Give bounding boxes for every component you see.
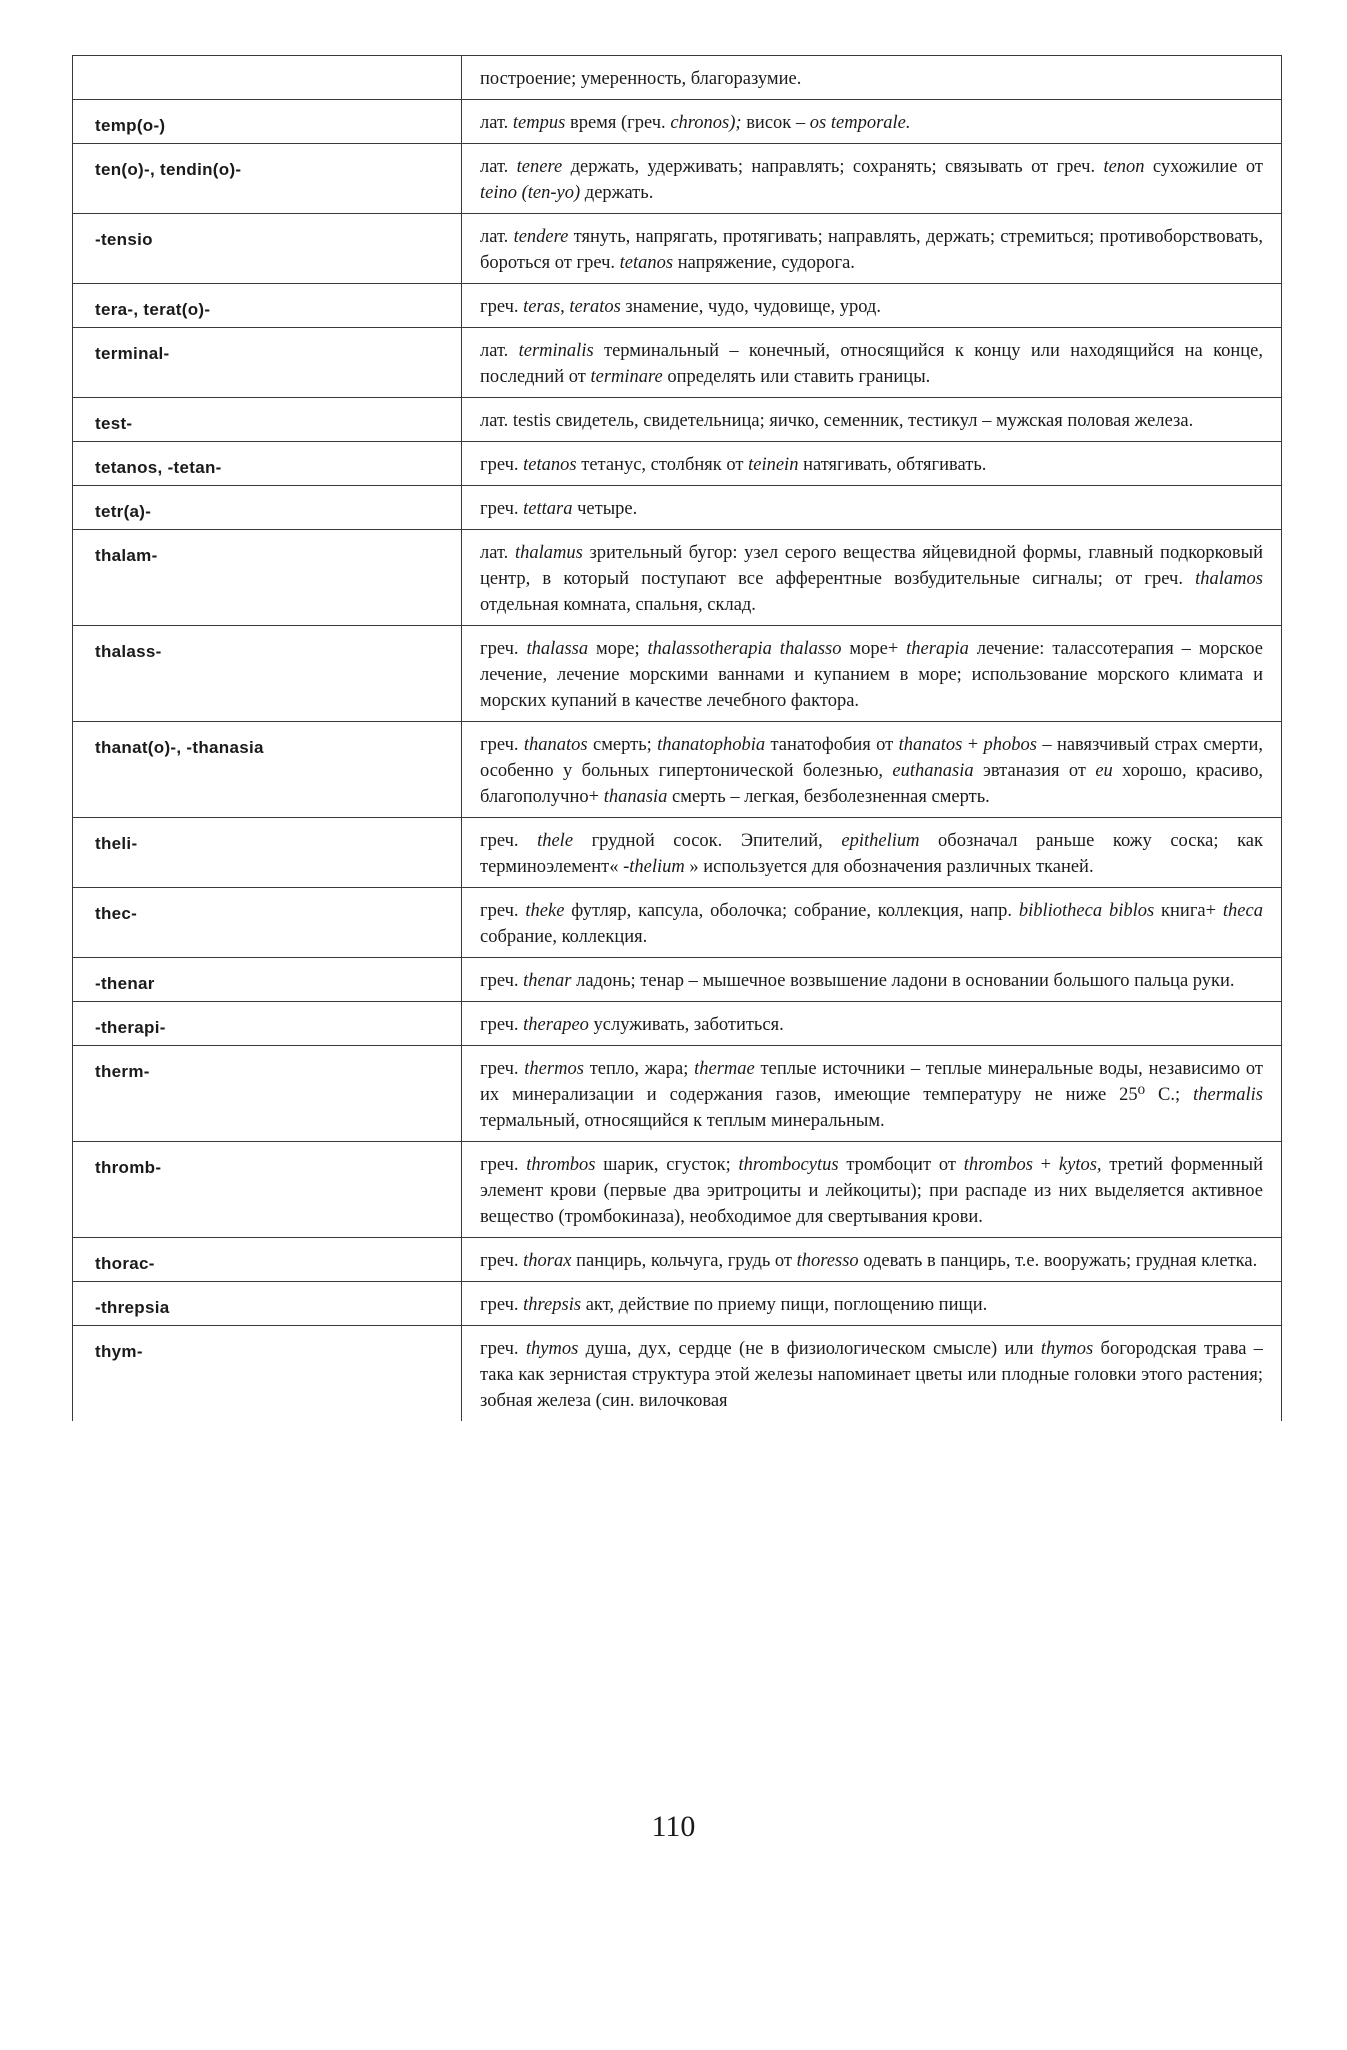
definition-cell (462, 284, 1282, 328)
definition-text: натягивать, обтягивать. (798, 455, 987, 475)
definition-clip (480, 1336, 1263, 1414)
definition-term-italic: teras, teratos (523, 297, 621, 317)
definition-term-italic: thymos (525, 1339, 579, 1359)
definition-term-italic: theke (525, 901, 565, 921)
definition-text: + (1032, 1155, 1059, 1175)
table-row (73, 100, 1282, 144)
definition-term-italic: tetanos (523, 455, 577, 475)
definition-text: греч. (480, 297, 524, 317)
definition-term-italic: thrombocytus (738, 1155, 839, 1175)
definition-term-italic: thermalis (1193, 1085, 1263, 1105)
definition-text: греч. (480, 639, 527, 659)
definition-term-italic: thrombos (526, 1155, 596, 1175)
definition-text: держать, удерживать; направлять; сохранять; связывать от греч. (562, 157, 1104, 177)
definition-text: лат. testis свидетель, свидетельница; яичко, семенник, тестикул – мужская половая железа. (480, 411, 1194, 431)
definition-term-italic: tetanos (619, 253, 674, 273)
definition-term-italic: terminare (590, 367, 663, 387)
table-row (73, 1238, 1282, 1282)
definition-term-italic: chronos); (670, 113, 742, 133)
definition-text: обозначал раньше кожу соска; как терминоэлемент« (480, 831, 1263, 877)
definition-term-italic: thalassa (526, 639, 589, 659)
definition-text: построение; умеренность, благоразумие. (480, 69, 802, 89)
table-row (73, 56, 1282, 100)
definition-text: лат. (480, 227, 514, 247)
definition-term-italic: thermae (694, 1059, 755, 1079)
table-row (73, 1046, 1282, 1142)
term-cell: thanat(o)-, -thanasia (73, 722, 462, 818)
definition-text: акт, действие по приему пищи, поглощению пищи. (581, 1295, 988, 1315)
table-row (73, 214, 1282, 284)
definition-text: одевать в панцирь, т.е. вооружать; грудная клетка. (858, 1251, 1258, 1271)
table-row (73, 530, 1282, 626)
definition-term-italic: teino (ten-yo) (480, 183, 581, 203)
term-cell: test- (73, 398, 462, 442)
definition-cell (462, 1238, 1282, 1282)
definition-text: знамение, чудо, чудовище, урод. (620, 297, 881, 317)
definition-text: четыре. (572, 499, 638, 519)
definition-text: тетанус, столбняк от (576, 455, 749, 475)
definition-text: грудной сосок. Эпителий, (573, 831, 842, 851)
term-cell: tetanos, -tetan- (73, 442, 462, 486)
definition-text: греч. (480, 1155, 527, 1175)
definition-text: шарик, сгусток; (595, 1155, 739, 1175)
table-row (73, 442, 1282, 486)
definition-term-italic: therapeo (523, 1015, 589, 1035)
term-cell: tetr(a)- (73, 486, 462, 530)
definition-text: зрительный бугор: узел серого вещества яйцевидной формы, главный подкорковый центр, в который поступают все афферентные возбудительные сигналы; от греч. (480, 543, 1263, 589)
definition-text: смерть – легкая, безболезненная смерть. (667, 787, 990, 807)
table-row (73, 818, 1282, 888)
definition-term-italic: thorax (523, 1251, 572, 1271)
term-cell: thorac- (73, 1238, 462, 1282)
definition-text: книга+ (1154, 901, 1223, 921)
term-cell: -threpsia (73, 1282, 462, 1326)
term-cell: ten(o)-, tendin(o)- (73, 144, 462, 214)
definition-text: греч. (480, 1339, 526, 1359)
definition-text: третий форменный элемент крови (первые два эритроциты и лейкоциты); при распаде из них выделяется активное вещество (тромбокиназа), необходимое для свертывания крови. (480, 1155, 1263, 1227)
term-cell: thalam- (73, 530, 462, 626)
term-cell: -therapi- (73, 1002, 462, 1046)
definition-term-italic: thalassotherapia thalasso (647, 639, 842, 659)
definition-term-italic: tenon (1103, 157, 1145, 177)
definition-term-italic: tempus (512, 113, 566, 133)
definition-text: футляр, капсула, оболочка; собрание, коллекция, напр. (564, 901, 1019, 921)
definition-cell (462, 1326, 1282, 1422)
definition-text: напряжение, судорога. (673, 253, 855, 273)
definition-cell (462, 144, 1282, 214)
table-row (73, 958, 1282, 1002)
table-row (73, 722, 1282, 818)
definition-text: лат. (480, 341, 519, 361)
definition-term-italic: thanatos (898, 735, 963, 755)
table-row (73, 626, 1282, 722)
definition-text: сухожилие от (1144, 157, 1263, 177)
definition-text: эвтаназия от (973, 761, 1096, 781)
definition-term-italic: thymos (1040, 1339, 1094, 1359)
definition-text: греч. (480, 1295, 524, 1315)
term-cell: thromb- (73, 1142, 462, 1238)
definition-text: лат. (480, 113, 513, 133)
definition-text: греч. (480, 499, 524, 519)
table-row (73, 1142, 1282, 1238)
term-cell: therm- (73, 1046, 462, 1142)
definition-text: » используется для обозначения различных тканей. (684, 857, 1094, 877)
definition-term-italic: thanatos (523, 735, 588, 755)
term-cell: thalass- (73, 626, 462, 722)
page-number: 110 (651, 1810, 696, 1843)
definition-text: богородская трава – така как зернистая структура этой железы напоминает цветы или плодные головки этого растения; зобная железа (син. вилочковая (480, 1339, 1263, 1411)
definition-cell (462, 722, 1282, 818)
definition-text: греч. (480, 1251, 524, 1271)
table-row (73, 284, 1282, 328)
definition-text: висок – (741, 113, 810, 133)
definition-cell (462, 486, 1282, 530)
definition-text: море+ (841, 639, 907, 659)
definition-cell (462, 818, 1282, 888)
definition-term-italic: tettara (523, 499, 573, 519)
definition-term-italic: thanatophobia (657, 735, 766, 755)
definition-text: греч. (480, 1059, 525, 1079)
definition-text: термальный, относящийся к теплым минеральным. (480, 1111, 885, 1131)
table-row (73, 398, 1282, 442)
definition-text: хорошо, красиво, благополучно+ (480, 761, 1263, 807)
definition-cell (462, 328, 1282, 398)
definition-text: + (962, 735, 984, 755)
term-cell: -thenar (73, 958, 462, 1002)
definition-text: держать. (580, 183, 654, 203)
definition-term-italic: terminalis (518, 341, 594, 361)
table-row (73, 888, 1282, 958)
definition-text: теплые источники – теплые минеральные воды, независимо от их минерализации и содержания газов, имеющие температуру не ниже 25⁰ С.; (480, 1059, 1263, 1105)
table-row (73, 1282, 1282, 1326)
table-row (73, 144, 1282, 214)
definition-term-italic: epithelium (841, 831, 920, 851)
definition-term-italic: bibliotheca biblos (1018, 901, 1155, 921)
definition-text: ладонь; тенар – мышечное возвышение ладони в основании большого пальца руки. (571, 971, 1235, 991)
definition-text: лат. (480, 543, 515, 563)
definition-term-italic: teinein (748, 455, 799, 475)
definition-cell (462, 1142, 1282, 1238)
definition-text: лечение: талассотерапия – морское лечение, лечение морскими ваннами и купанием в море; использование морского климата и морских купаний в качестве лечебного фактора. (480, 639, 1263, 711)
table-row (73, 1326, 1282, 1422)
definition-cell (462, 56, 1282, 100)
definition-term-italic: thoresso (796, 1251, 859, 1271)
definition-term-italic: tenere (516, 157, 563, 177)
definition-text: смерть; (587, 735, 658, 755)
definition-text: тромбоцит от (838, 1155, 964, 1175)
definition-text: лат. (480, 157, 517, 177)
term-cell: terminal- (73, 328, 462, 398)
table-row (73, 486, 1282, 530)
definition-term-italic: therapia (906, 639, 969, 659)
definition-cell (462, 1002, 1282, 1046)
definition-text: – навязчивый страх смерти, особенно у больных гипертонической болезнью, (480, 735, 1263, 781)
definition-term-italic: eu (1095, 761, 1113, 781)
definition-term-italic: theca (1222, 901, 1263, 921)
definition-cell (462, 1282, 1282, 1326)
definition-text: панцирь, кольчуга, грудь от (571, 1251, 797, 1271)
definition-term-italic: thalamus (514, 543, 583, 563)
definition-term-italic: thenar (523, 971, 572, 991)
definition-text: душа, дух, сердце (не в физиологическом смысле) или (578, 1339, 1041, 1359)
definition-text: танатофобия от (765, 735, 899, 755)
definition-cell (462, 442, 1282, 486)
definition-text: греч. (480, 831, 538, 851)
dictionary-table (72, 55, 1282, 1421)
definition-term-italic: -thelium (623, 857, 685, 877)
definition-text: время (греч. (565, 113, 671, 133)
definition-text: собрание, коллекция. (480, 927, 648, 947)
definition-text: греч. (480, 455, 524, 475)
definition-cell (462, 958, 1282, 1002)
table-row (73, 328, 1282, 398)
term-cell: theli- (73, 818, 462, 888)
definition-text: греч. (480, 971, 524, 991)
definition-text: услуживать, заботиться. (588, 1015, 784, 1035)
definition-term-italic: phobos (983, 735, 1037, 755)
definition-term-italic: tendere (513, 227, 569, 247)
definition-cell (462, 530, 1282, 626)
definition-cell (462, 1046, 1282, 1142)
definition-text: греч. (480, 1015, 524, 1035)
definition-term-italic: thrombos (963, 1155, 1033, 1175)
term-cell: thym- (73, 1326, 462, 1422)
definition-term-italic: euthanasia (892, 761, 974, 781)
term-cell (73, 56, 462, 100)
definition-text: греч. (480, 735, 524, 755)
term-cell: thec- (73, 888, 462, 958)
definition-cell (462, 214, 1282, 284)
term-cell: tera-, terat(o)- (73, 284, 462, 328)
table-row (73, 1002, 1282, 1046)
term-cell: temp(o-) (73, 100, 462, 144)
definition-term-italic: kytos, (1058, 1155, 1102, 1175)
definition-text: терминальный – конечный, относящийся к концу или находящийся на конце, последний от (480, 341, 1263, 387)
definition-term-italic: thele (537, 831, 574, 851)
definition-term-italic: thanasia (603, 787, 668, 807)
definition-cell (462, 398, 1282, 442)
definition-term-italic: thermos (524, 1059, 584, 1079)
term-cell: -tensio (73, 214, 462, 284)
definition-cell (462, 100, 1282, 144)
definition-text: отдельная комната, спальня, склад. (480, 595, 756, 615)
definition-cell (462, 626, 1282, 722)
definition-text: море; (588, 639, 648, 659)
definition-text: тянуть, напрягать, протягивать; направлять, держать; стремиться; противоборствовать, бороться от греч. (480, 227, 1263, 273)
definition-term-italic: thalamos (1195, 569, 1263, 589)
definition-term-italic: os temporale. (809, 113, 911, 133)
definition-cell (462, 888, 1282, 958)
definition-term-italic: threpsis (523, 1295, 582, 1315)
definition-text: тепло, жара; (583, 1059, 695, 1079)
definition-text: греч. (480, 901, 526, 921)
definition-text: определять или ставить границы. (662, 367, 931, 387)
